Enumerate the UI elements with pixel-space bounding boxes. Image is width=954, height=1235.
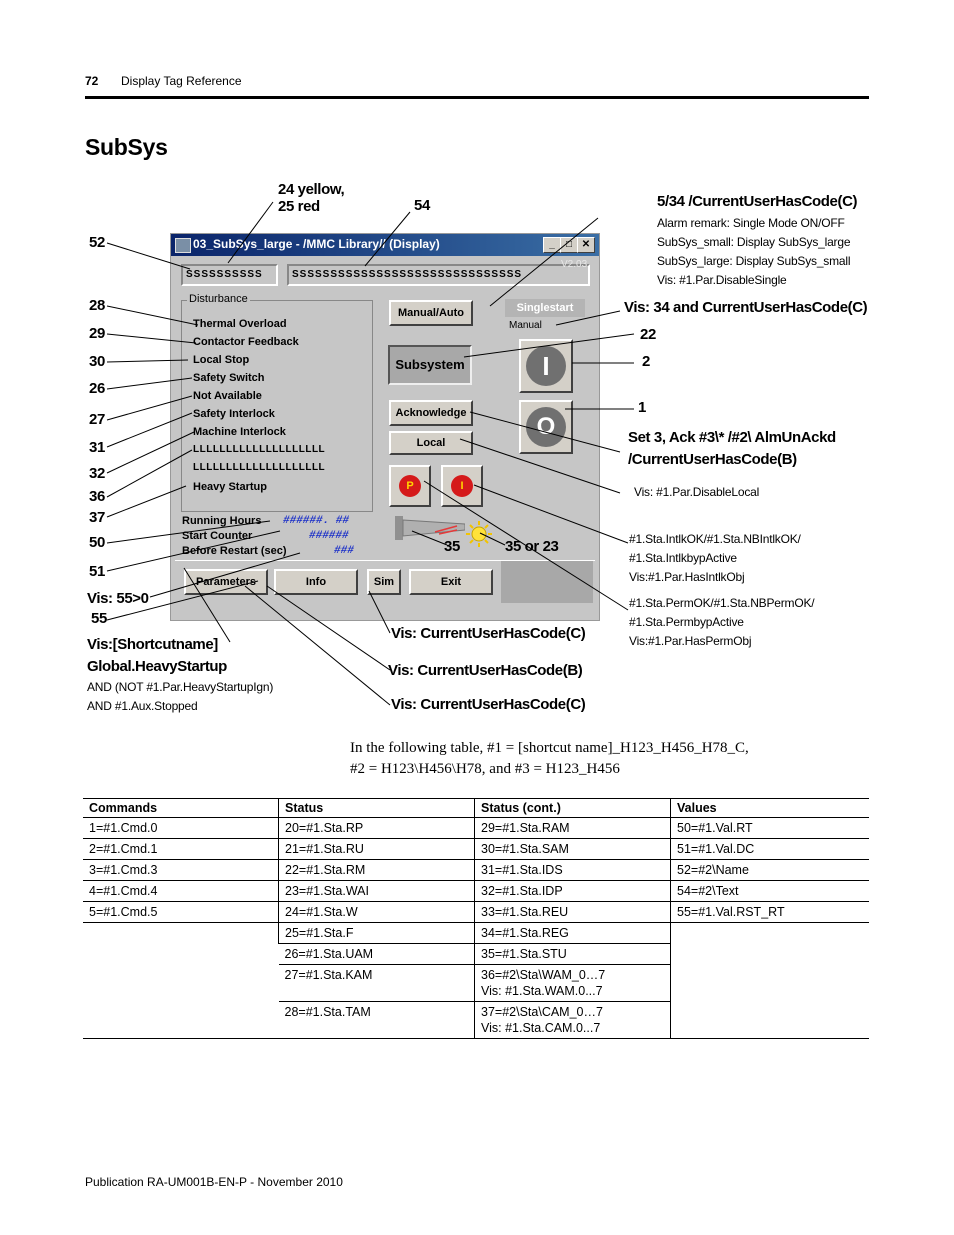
exit-button[interactable]: Exit	[409, 569, 493, 595]
callout-1: 1	[638, 399, 646, 416]
close-button[interactable]: ✕	[577, 237, 595, 253]
running-hours-value: ######. ##	[283, 515, 350, 527]
minimize-button[interactable]: _	[543, 237, 561, 253]
callout-shortcut-1: Vis:[Shortcutname]	[87, 636, 218, 653]
table-row: 28=#1.Sta.TAM 37=#2\Sta\CAM_0…7 Vis: #1.Sta.CAM.0...7	[83, 1002, 869, 1039]
version-label: V2.03	[561, 259, 588, 270]
callout-2: 2	[642, 353, 650, 370]
disturbance-label: Disturbance	[189, 293, 248, 305]
tag-table	[83, 798, 869, 1039]
callout-50: 50	[89, 534, 105, 551]
before-restart-label: Before Restart (sec)	[182, 545, 287, 557]
table-row: 4=#1.Cmd.4 23=#1.Sta.WAI 32=#1.Sta.IDP 54=#2\Text	[83, 881, 869, 902]
callout-intlk-notes: #1.Sta.IntlkOK/#1.Sta.NBIntlkOK/ #1.Sta.IntlkbypActive Vis:#1.Par.HasIntlkObj	[629, 532, 801, 584]
heavy-startup: Heavy Startup	[193, 481, 267, 493]
callout-30: 30	[89, 353, 105, 370]
sim-button[interactable]: Sim	[367, 569, 401, 595]
safety-switch: Safety Switch	[193, 372, 265, 384]
callout-vis-c1: Vis: CurrentUserHasCode(C)	[391, 625, 586, 642]
callout-29: 29	[89, 325, 105, 342]
callout-vis-b: Vis: CurrentUserHasCode(B)	[388, 662, 583, 679]
callout-31: 31	[89, 439, 105, 456]
callout-22: 22	[640, 326, 656, 343]
callout-vis-c2: Vis: CurrentUserHasCode(C)	[391, 696, 586, 713]
permissive-icon: P	[399, 475, 421, 497]
th-status-cont: Status (cont.)	[475, 799, 671, 818]
page-title: SubSys	[85, 134, 168, 160]
local-stop: Local Stop	[193, 354, 250, 366]
info-button[interactable]: Info	[274, 569, 358, 595]
th-commands: Commands	[83, 799, 279, 818]
safety-interlock: Safety Interlock	[193, 408, 275, 420]
subsystem-button[interactable]: Subsystem	[388, 345, 472, 385]
callout-28: 28	[89, 297, 105, 314]
callout-35-or-23: 35 or 23	[505, 538, 559, 555]
th-values: Values	[671, 799, 870, 818]
singlestart-button[interactable]: Singlestart	[505, 299, 585, 317]
callout-32: 32	[89, 465, 105, 482]
stop-icon: O	[526, 407, 566, 447]
table-row: 27=#1.Sta.KAM 36=#2\Sta\WAM_0…7 Vis: #1.Sta.WAM.0...7	[83, 965, 869, 1002]
callout-25: 25 red	[278, 198, 320, 215]
start-icon: I	[526, 346, 566, 386]
contactor-feedback: Contactor Feedback	[193, 336, 299, 348]
machine-interlock: Machine Interlock	[193, 426, 286, 438]
callout-set3-2: /CurrentUserHasCode(B)	[628, 451, 797, 468]
text-field: SSSSSSSSSSSSSSSSSSSSSSSSSSSSSS	[287, 264, 590, 286]
callout-shortcut-notes: AND (NOT #1.Par.HeavyStartupIgn) AND #1.Aux.Stopped	[87, 680, 274, 713]
page-number: 72	[85, 74, 99, 88]
thermal-overload: Thermal Overload	[193, 318, 287, 330]
table-row: 25=#1.Sta.F 34=#1.Sta.REG	[83, 923, 869, 944]
callout-52: 52	[89, 234, 105, 251]
callout-51: 51	[89, 563, 105, 580]
callout-55: 55	[91, 610, 107, 627]
callout-36: 36	[89, 488, 105, 505]
table-row: 3=#1.Cmd.3 22=#1.Sta.RM 31=#1.Sta.IDS 52=#2\Name	[83, 860, 869, 881]
parameters-button[interactable]: Parameters	[184, 569, 268, 595]
callout-26: 26	[89, 380, 105, 397]
not-available: Not Available	[193, 390, 262, 402]
callout-54: 54	[414, 197, 430, 214]
acknowledge-button[interactable]: Acknowledge	[389, 400, 473, 426]
callout-5-34-notes: Alarm remark: Single Mode ON/OFF SubSys_small: Display SubSys_large SubSys_large: Display SubSys_small Vis: #1.Par.DisableSingle	[657, 216, 851, 287]
callout-vis-local: Vis: #1.Par.DisableLocal	[634, 485, 760, 499]
maximize-button[interactable]: □	[560, 237, 578, 253]
interlock-icon: I	[451, 475, 473, 497]
th-status: Status	[279, 799, 475, 818]
local-button[interactable]: Local	[389, 431, 473, 455]
callout-35: 35	[444, 538, 460, 555]
intro-text: In the following table, #1 = [shortcut name]_H123_H456_H78_C, #2 = H123\H456\H78, and #3 = H123_H456	[350, 740, 749, 777]
callout-vis55: Vis: 55>0	[87, 590, 149, 607]
alarm-text-1: LLLLLLLLLLLLLLLLLLLL	[193, 444, 326, 455]
running-hours-label: Running Hours	[182, 515, 262, 527]
table-row: 2=#1.Cmd.1 21=#1.Sta.RU 30=#1.Sta.SAM 51=#1.Val.DC	[83, 839, 869, 860]
manual-label: Manual	[509, 320, 542, 331]
alarm-text-2: LLLLLLLLLLLLLLLLLLLL	[193, 462, 326, 473]
callout-shortcut-2: Global.HeavyStartup	[87, 658, 227, 675]
callout-set3-1: Set 3, Ack #3\* /#2\ AlmUnAckd	[628, 429, 836, 446]
section-title: Display Tag Reference	[121, 74, 242, 88]
table-row: 1=#1.Cmd.0 20=#1.Sta.RP 29=#1.Sta.RAM 50=#1.Val.RT	[83, 818, 869, 839]
start-counter-label: Start Counter	[182, 530, 253, 542]
start-counter-value: ######	[309, 530, 349, 542]
window-title: 03_SubSys_large - /MMC Library// (Display)	[193, 237, 440, 251]
callout-24: 24 yellow,	[278, 181, 345, 198]
manual-auto-button[interactable]: Manual/Auto	[389, 300, 473, 326]
footer: Publication RA-UM001B-EN-P - November 2010	[85, 1175, 343, 1189]
before-restart-value: ###	[334, 545, 354, 557]
callout-5-34: 5/34 /CurrentUserHasCode(C)	[657, 193, 858, 210]
table-row: 26=#1.Sta.UAM 35=#1.Sta.STU	[83, 944, 869, 965]
name-field: SSSSSSSSSS	[181, 264, 278, 286]
callout-vis34: Vis: 34 and CurrentUserHasCode(C)	[624, 299, 868, 316]
table-row: 5=#1.Cmd.5 24=#1.Sta.W 33=#1.Sta.REU 55=#1.Val.RST_RT	[83, 902, 869, 923]
callout-perm-notes: #1.Sta.PermOK/#1.Sta.NBPermOK/ #1.Sta.PermbypActive Vis:#1.Par.HasPermObj	[629, 596, 815, 648]
callout-27: 27	[89, 411, 105, 428]
callout-37: 37	[89, 509, 105, 526]
